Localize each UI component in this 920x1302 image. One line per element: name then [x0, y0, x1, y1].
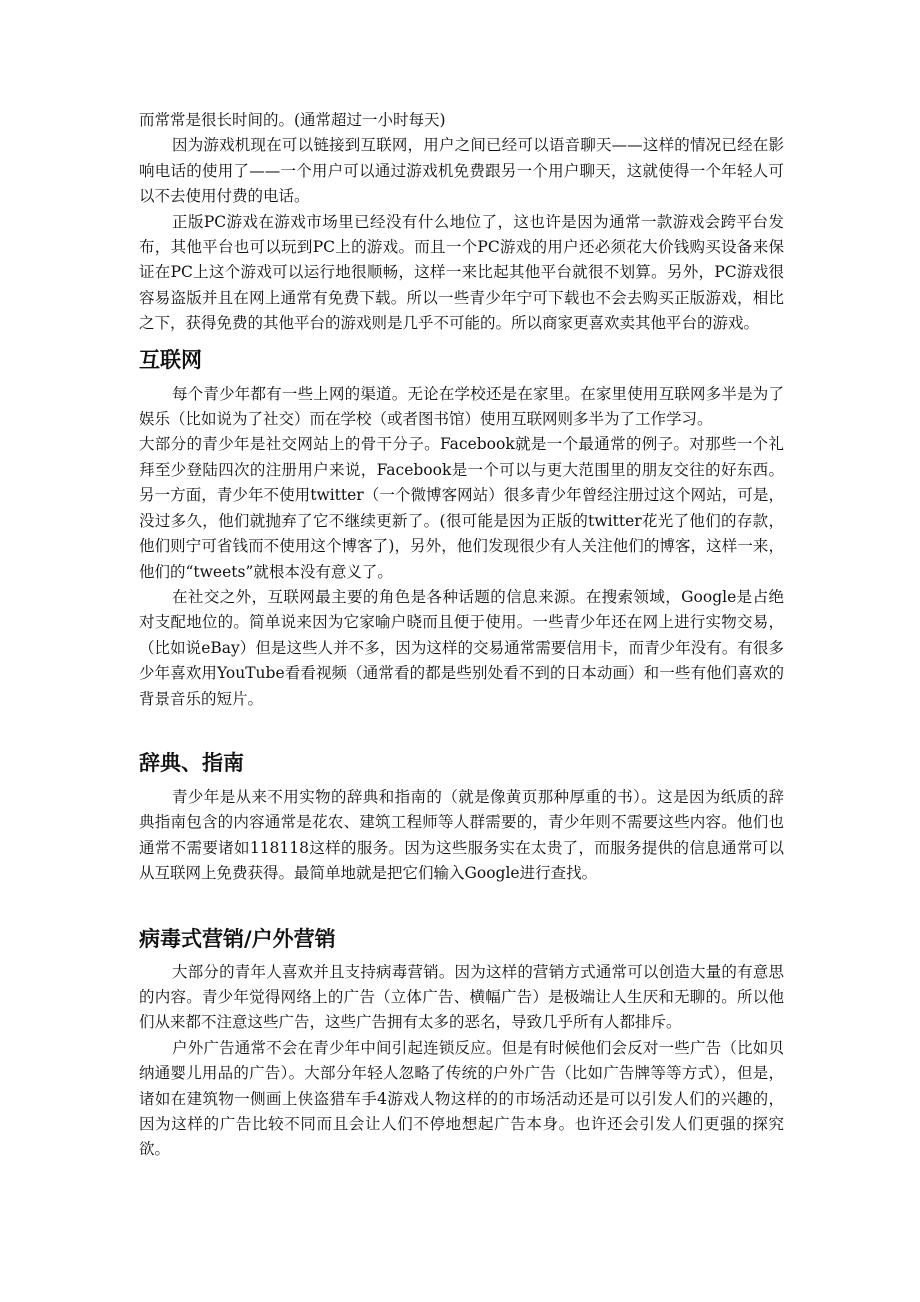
- paragraph: 青少年是从来不用实物的辞典和指南的（就是像黄页那种厚重的书）。这是因为纸质的辞典指南包含的内容通常是花农、建筑工程师等人群需要的，青少年则不需要这些内容。他们也通常不需要诸如118118这样的服务。因为这些服务实在太贵了，而服务提供的信息通常可以从互联网上免费获得。最简单地就是把它们输入Google进行查找。: [139, 787, 784, 883]
- document-page: [139, 108, 784, 1163]
- paragraph: 户外广告通常不会在青少年中间引起连锁反应。但是有时候他们会反对一些广告（比如贝纳通婴儿用品的广告）。大部分年轻人忽略了传统的户外广告（比如广告牌等等方式），但是，诸如在建筑物一侧画上侠盗猎车手4游戏人物这样的的市场活动还是可以引发人们的兴趣的，因为这样的广告比较不同而且会让人们不停地想起广告本身。也许还会引发人们更强的探究欲。: [139, 1038, 784, 1159]
- paragraph: 正版PC游戏在游戏市场里已经没有什么地位了，这也许是因为通常一款游戏会跨平台发布，其他平台也可以玩到PC上的游戏。而且一个PC游戏的用户还必须花大价钱购买设备来保证在PC上这个游戏可以运行地很顺畅，这样一来比起其他平台就很不划算。另外，PC游戏很容易盗版并且在网上通常有免费下载。所以一些青少年宁可下载也不会去购买正版游戏，相比之下，获得免费的其他平台的游戏则是几乎不可能的。所以商家更喜欢卖其他平台的游戏。: [139, 212, 784, 333]
- section-heading-viral-marketing: 病毒式营销/户外营销: [139, 926, 336, 951]
- section-heading-internet: 互联网: [139, 347, 202, 372]
- paragraph: 大部分的青少年是社交网站上的骨干分子。Facebook就是一个最通常的例子。对那些一个礼拜至少登陆四次的注册用户来说，Facebook是一个可以与更大范围里的朋友交往的好东西。另一方面，青少年不使用twitter（一个微博客网站）很多青少年曾经注册过这个网站，可是，没过多久，他们就抛弃了它不继续更新了。(很可能是因为正版的twitter花光了他们的存款，他们则宁可省钱而不使用这个博客了)，另外，他们发现很少有人关注他们的博客，这样一来，他们的“tweets”就根本没有意义了。: [139, 435, 784, 581]
- section-heading-dictionaries: 辞典、指南: [139, 750, 244, 775]
- paragraph: 大部分的青年人喜欢并且支持病毒营销。因为这样的营销方式通常可以创造大量的有意思的内容。青少年觉得网络上的广告（立体广告、横幅广告）是极端让人生厌和无聊的。所以他们从来都不注意这些广告，这些广告拥有太多的恶名，导致几乎所有人都排斥。: [139, 962, 784, 1032]
- paragraph: 在社交之外，互联网最主要的角色是各种话题的信息来源。在搜索领域，Google是占绝对支配地位的。简单说来因为它家喻户晓而且便于使用。一些青少年还在网上进行实物交易，（比如说eBay）但是这些人并不多，因为这样的交易通常需要信用卡，而青少年没有。有很多少年喜欢用YouTube看看视频（通常看的都是些别处看不到的日本动画）和一些有他们喜欢的背景音乐的短片。: [139, 587, 784, 708]
- paragraph: 因为游戏机现在可以链接到互联网，用户之间已经可以语音聊天——这样的情况已经在影响电话的使用了——一个用户可以通过游戏机免费跟另一个用户聊天，这就使得一个年轻人可以不去使用付费的电话。: [139, 136, 784, 206]
- paragraph: 而常常是很长时间的。(通常超过一小时每天): [139, 111, 446, 129]
- paragraph: 每个青少年都有一些上网的渠道。无论在学校还是在家里。在家里使用互联网多半是为了娱乐（比如说为了社交）而在学校（或者图书馆）使用互联网则多半为了工作学习。: [139, 384, 784, 429]
